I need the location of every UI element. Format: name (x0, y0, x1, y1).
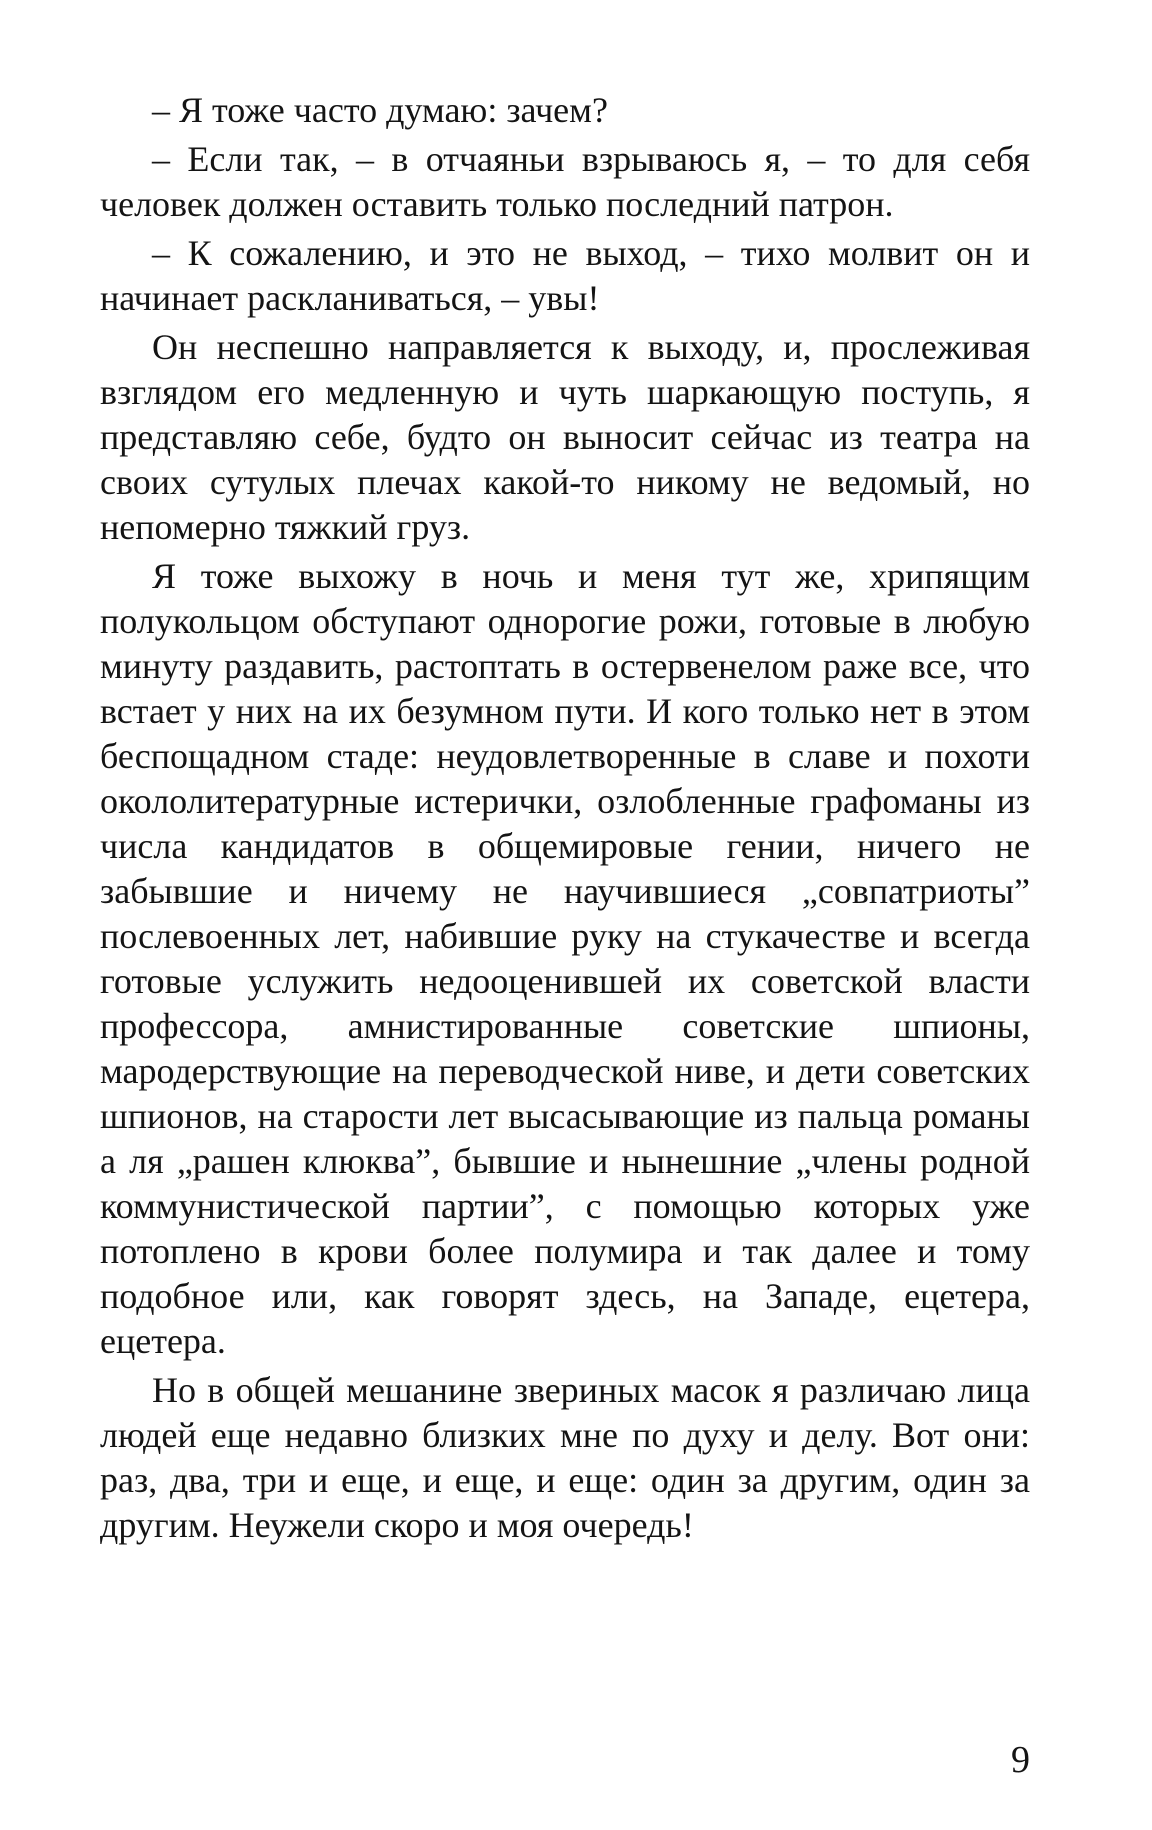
page-number: 9 (1011, 1739, 1030, 1781)
paragraph-dialogue-2: – Если так, – в отчаяньи взрываюсь я, – то для себя человек должен оставить только последний патрон. (100, 139, 1030, 224)
paragraph-narration-1: Он неспешно направляется к выходу, и, прослеживая взглядом его медленную и чуть шаркающую поступь, я представляю себе, будто он выносит сейчас из театра на своих сутулых плечах какой-то никому не ведомый, но непомерно тяжкий груз. (100, 327, 1030, 547)
paragraph-narration-2: Я тоже выхожу в ночь и меня тут же, хрипящим полукольцом обступают однорогие рожи, готовые в любую минуту раздавить, растоптать в остервенелом раже все, что встает у них на их безумном пути. И кого только нет в этом беспощадном стаде: неудовлетворенные в славе и похоти окололитературные истерички, озлобленные графоманы из числа кандидатов в общемировые гении, ничего не забывшие и ничему не научившиеся „совпатриоты” послевоенных лет, набившие руку на стукачестве и всегда готовые услужить недооценившей их советской власти профессора, амнистированные советские шпионы, мародерствующие на переводческой ниве, и дети советских шпионов, на старости лет высасывающие из пальца романы а ля „рашен клюква”, бывшие и нынешние „члены родной коммунистической партии”, с помощью которых уже потоплено в крови более полумира и так далее и тому подобное или, как говорят здесь, на Западе, ецетера, ецетера. (100, 556, 1030, 1361)
paragraph-narration-3: Но в общей мешанине звериных масок я различаю лица людей еще недавно близких мне по духу и делу. Вот они: раз, два, три и еще, и еще, и еще: один за другим, один за другим. Неужели скоро и моя очередь! (100, 1370, 1030, 1545)
paragraph-dialogue-1: – Я тоже часто думаю: зачем? (152, 90, 608, 130)
paragraph-dialogue-3: – К сожалению, и это не выход, – тихо молвит он и начинает раскланиваться, – увы! (100, 233, 1030, 318)
page-text-block (100, 88, 1030, 1552)
